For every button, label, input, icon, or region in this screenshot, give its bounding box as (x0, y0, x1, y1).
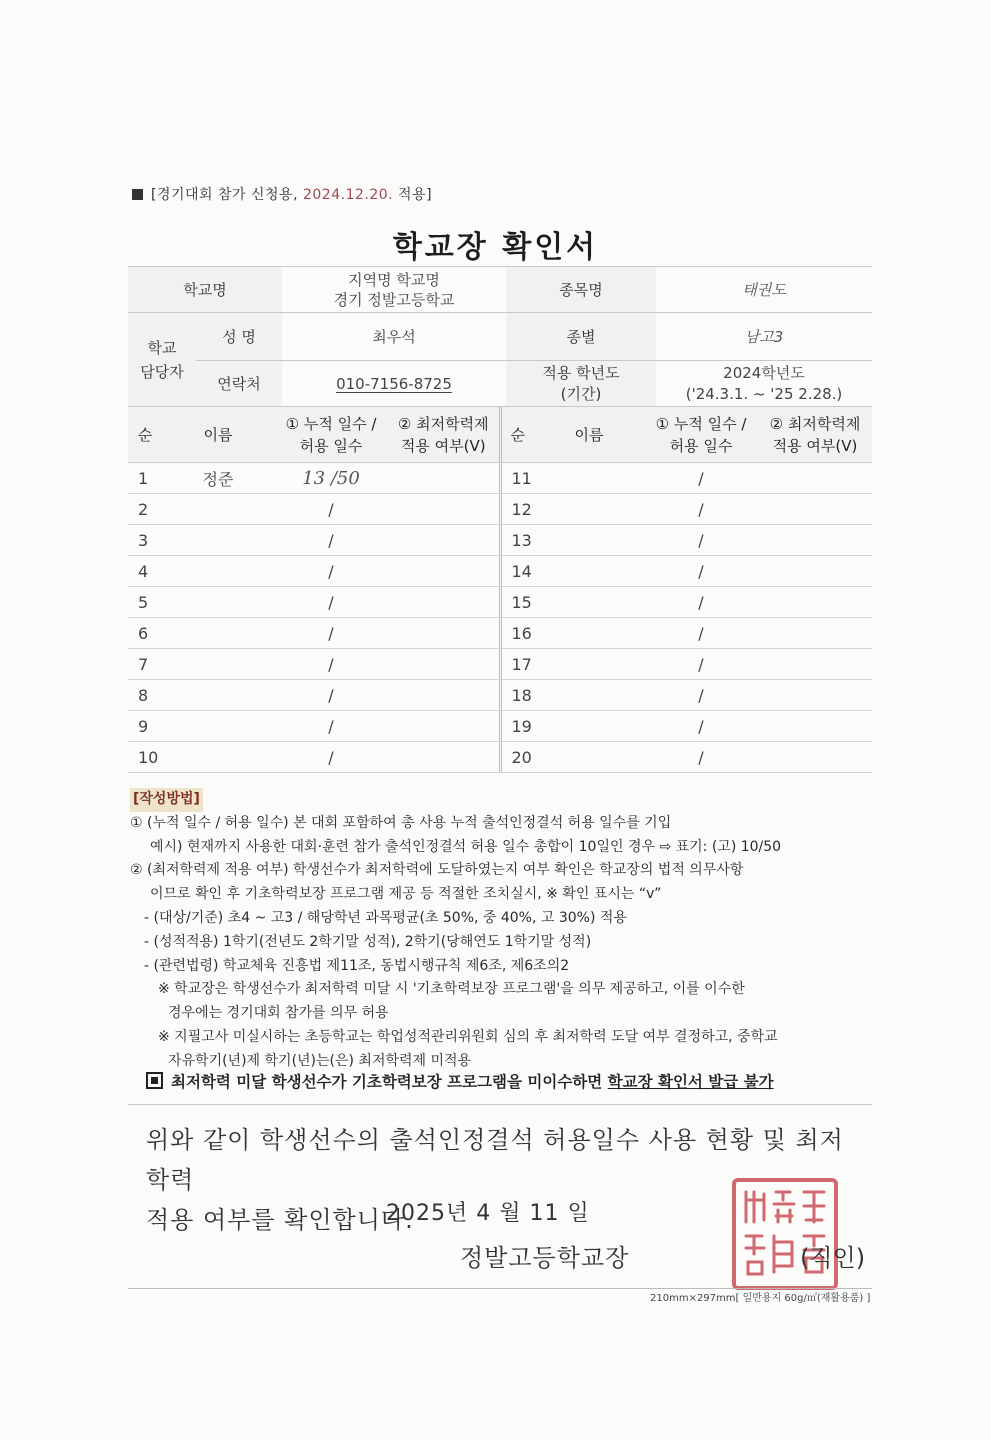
school-label: 학교명 (128, 267, 282, 313)
school-info-table (128, 266, 872, 407)
header-days: ① 누적 일수 / 허용 일수 (644, 407, 758, 463)
student-name (534, 711, 644, 742)
divider (128, 1104, 872, 1105)
confirmation-statement: 위와 같이 학생선수의 출석인정결석 허용일수 사용 현황 및 최저학력 적용 여부를 확인합니다. (146, 1126, 844, 1234)
school-name: 경기 정발고등학교 (333, 290, 455, 309)
row-no: 6 (128, 618, 162, 649)
row-no: 19 (500, 711, 534, 742)
manager-name: 최우석 (282, 313, 506, 361)
row-no: 9 (128, 711, 162, 742)
days-used: / (274, 618, 388, 649)
student-name (534, 556, 644, 587)
min-academic-check (758, 556, 872, 587)
seal-label: (직인) (800, 1244, 866, 1272)
principal-title: 정발고등학교장 (460, 1244, 630, 1272)
instruction-line: 예시) 현재까지 사용한 대회·훈련 참가 출석인정결석 허용 일수 총합이 10일인 경우 ⇨ 표기: (고) 10/50 (150, 838, 782, 855)
header-min-academic: ② 최저학력제 적용 여부(V) (388, 407, 500, 463)
instruction-line: ② (최저학력제 적용 여부) 학생선수가 최저학력에 도달하였는지 여부 확인은 학교장의 법적 의무사항 (130, 862, 744, 879)
min-academic-check (388, 649, 500, 680)
issue-date: 2025년 4 월 11 일 (386, 1201, 590, 1226)
days-used: / (644, 587, 758, 618)
days-used: / (274, 680, 388, 711)
min-academic-check (758, 649, 872, 680)
row-no: 3 (128, 525, 162, 556)
year-label: 적용 학년도 (기간) (506, 361, 656, 407)
event-label: 종목명 (506, 267, 656, 313)
days-used: / (274, 587, 388, 618)
min-academic-check (388, 556, 500, 587)
instruction-line: - (대상/기준) 초4 ~ 고3 / 해당학년 과목평균(초 50%, 중 40%, 고 30%) 적용 (144, 909, 627, 926)
days-used: / (274, 649, 388, 680)
category-value: 남고3 (656, 313, 872, 361)
table-row (128, 680, 872, 711)
document-title: 학교장 확인서 (392, 230, 599, 265)
student-name (162, 525, 274, 556)
min-academic-check (388, 711, 500, 742)
student-name: 정준 (162, 463, 274, 494)
header-name: 이름 (534, 407, 644, 463)
min-academic-check (758, 587, 872, 618)
min-academic-check (388, 742, 500, 773)
instructions-title: [작성방법] (130, 788, 203, 812)
min-academic-check (758, 742, 872, 773)
header-no: 순 (500, 407, 534, 463)
student-name (534, 463, 644, 494)
row-no: 17 (500, 649, 534, 680)
min-academic-check (388, 494, 500, 525)
table-row (128, 649, 872, 680)
square-bullet-icon (132, 189, 143, 200)
notice-emphasis: 학교장 확인서 발급 불가 (607, 1073, 774, 1091)
table-row (128, 618, 872, 649)
instruction-line: - (관련법령) 학교체육 진흥법 제11조, 동법시행규칙 제6조, 제6조의2 (144, 957, 570, 974)
table-row (128, 525, 872, 556)
instructions (130, 788, 875, 1074)
paper-spec: 210mm×297mm[ 일반용지 60g/㎡(재활용품) ] (650, 1293, 871, 1304)
row-no: 10 (128, 742, 162, 773)
student-name (162, 649, 274, 680)
table-row (128, 711, 872, 742)
filled-square-icon (146, 1072, 163, 1089)
min-academic-check (388, 587, 500, 618)
days-used: / (274, 525, 388, 556)
days-used: 13 /50 (274, 463, 388, 494)
days-used: / (644, 742, 758, 773)
student-name (534, 618, 644, 649)
row-no: 18 (500, 680, 534, 711)
instruction-line: 자유학기(년)제 학기(년)는(은) 최저학력제 미적용 (168, 1052, 472, 1069)
year-value: 2024학년도 (723, 363, 805, 382)
min-academic-check (388, 680, 500, 711)
row-no: 5 (128, 587, 162, 618)
student-name (162, 618, 274, 649)
category-label: 종별 (506, 313, 656, 361)
instruction-line: 이므로 확인 후 기초학력보장 프로그램 제공 등 적절한 조치실시, ※ 확인 표시는 “v” (150, 886, 662, 903)
table-row (128, 587, 872, 618)
row-no: 1 (128, 463, 162, 494)
days-used: / (644, 618, 758, 649)
student-name (534, 494, 644, 525)
student-name (534, 525, 644, 556)
min-academic-check (758, 463, 872, 494)
header-min-academic: ② 최저학력제 적용 여부(V) (758, 407, 872, 463)
manager-label: 학교 담당자 (128, 313, 196, 407)
row-no: 4 (128, 556, 162, 587)
instruction-line: ① (누적 일수 / 허용 일수) 본 대회 포함하여 총 사용 누적 출석인정결석 허용 일수를 기입 (130, 814, 672, 831)
student-name (162, 494, 274, 525)
student-name (162, 680, 274, 711)
student-name (534, 680, 644, 711)
header-name: 이름 (162, 407, 274, 463)
days-used: / (274, 711, 388, 742)
min-academic-check (758, 618, 872, 649)
school-name-placeholder: 지역명 학교명 (348, 270, 440, 289)
row-no: 7 (128, 649, 162, 680)
header-days: ① 누적 일수 / 허용 일수 (274, 407, 388, 463)
row-no: 15 (500, 587, 534, 618)
row-no: 8 (128, 680, 162, 711)
row-no: 14 (500, 556, 534, 587)
min-academic-check (388, 525, 500, 556)
student-roster-table (128, 406, 872, 773)
year-period: ('24.3.1. ~ '25 2.28.) (685, 384, 843, 403)
contact-value: 010-7156-8725 (282, 361, 506, 407)
row-no: 12 (500, 494, 534, 525)
student-name (534, 742, 644, 773)
header-no: 순 (128, 407, 162, 463)
min-academic-check (758, 525, 872, 556)
days-used: / (274, 742, 388, 773)
issuance-notice: 최저학력 미달 학생선수가 기초학력보장 프로그램을 미이수하면 학교장 확인서 발급 불가 (146, 1070, 774, 1092)
event-value: 태권도 (656, 267, 872, 313)
days-used: / (644, 711, 758, 742)
instruction-line: ※ 학교장은 학생선수가 최저학력 미달 시 '기초학력보장 프로그램'을 의무 제공하고, 이를 이수한 (158, 981, 745, 998)
days-used: / (274, 494, 388, 525)
days-used: / (644, 680, 758, 711)
student-name (534, 649, 644, 680)
instruction-line: - (성적적용) 1학기(전년도 2학기말 성적), 2학기(당해연도 1학기말 성적) (144, 933, 592, 950)
student-name (162, 556, 274, 587)
min-academic-check (388, 463, 500, 494)
official-seal-stamp (732, 1178, 838, 1290)
row-no: 11 (500, 463, 534, 494)
days-used: / (274, 556, 388, 587)
row-no: 20 (500, 742, 534, 773)
days-used: / (644, 556, 758, 587)
min-academic-check (758, 680, 872, 711)
student-name (162, 742, 274, 773)
student-name (534, 587, 644, 618)
apply-date: 2024.12.20. (302, 187, 394, 203)
row-no: 2 (128, 494, 162, 525)
instruction-line: 경우에는 경기대회 참가를 의무 허용 (168, 1005, 389, 1022)
contact-label: 연락처 (196, 361, 282, 407)
days-used: / (644, 649, 758, 680)
table-row (128, 463, 872, 494)
min-academic-check (758, 494, 872, 525)
days-used: / (644, 494, 758, 525)
student-name (162, 711, 274, 742)
student-name (162, 587, 274, 618)
form-header: [경기대회 참가 신청용, 2024.12.20. 적용] (132, 184, 432, 204)
row-no: 13 (500, 525, 534, 556)
days-used: / (644, 463, 758, 494)
min-academic-check (758, 711, 872, 742)
table-row (128, 494, 872, 525)
min-academic-check (388, 618, 500, 649)
days-used: / (644, 525, 758, 556)
table-row (128, 556, 872, 587)
instruction-line: ※ 지필고사 미실시하는 초등학교는 학업성적관리위원회 심의 후 최저학력 도달 여부 결정하고, 중학교 (158, 1028, 778, 1045)
name-label: 성 명 (196, 313, 282, 361)
table-row (128, 742, 872, 773)
row-no: 16 (500, 618, 534, 649)
